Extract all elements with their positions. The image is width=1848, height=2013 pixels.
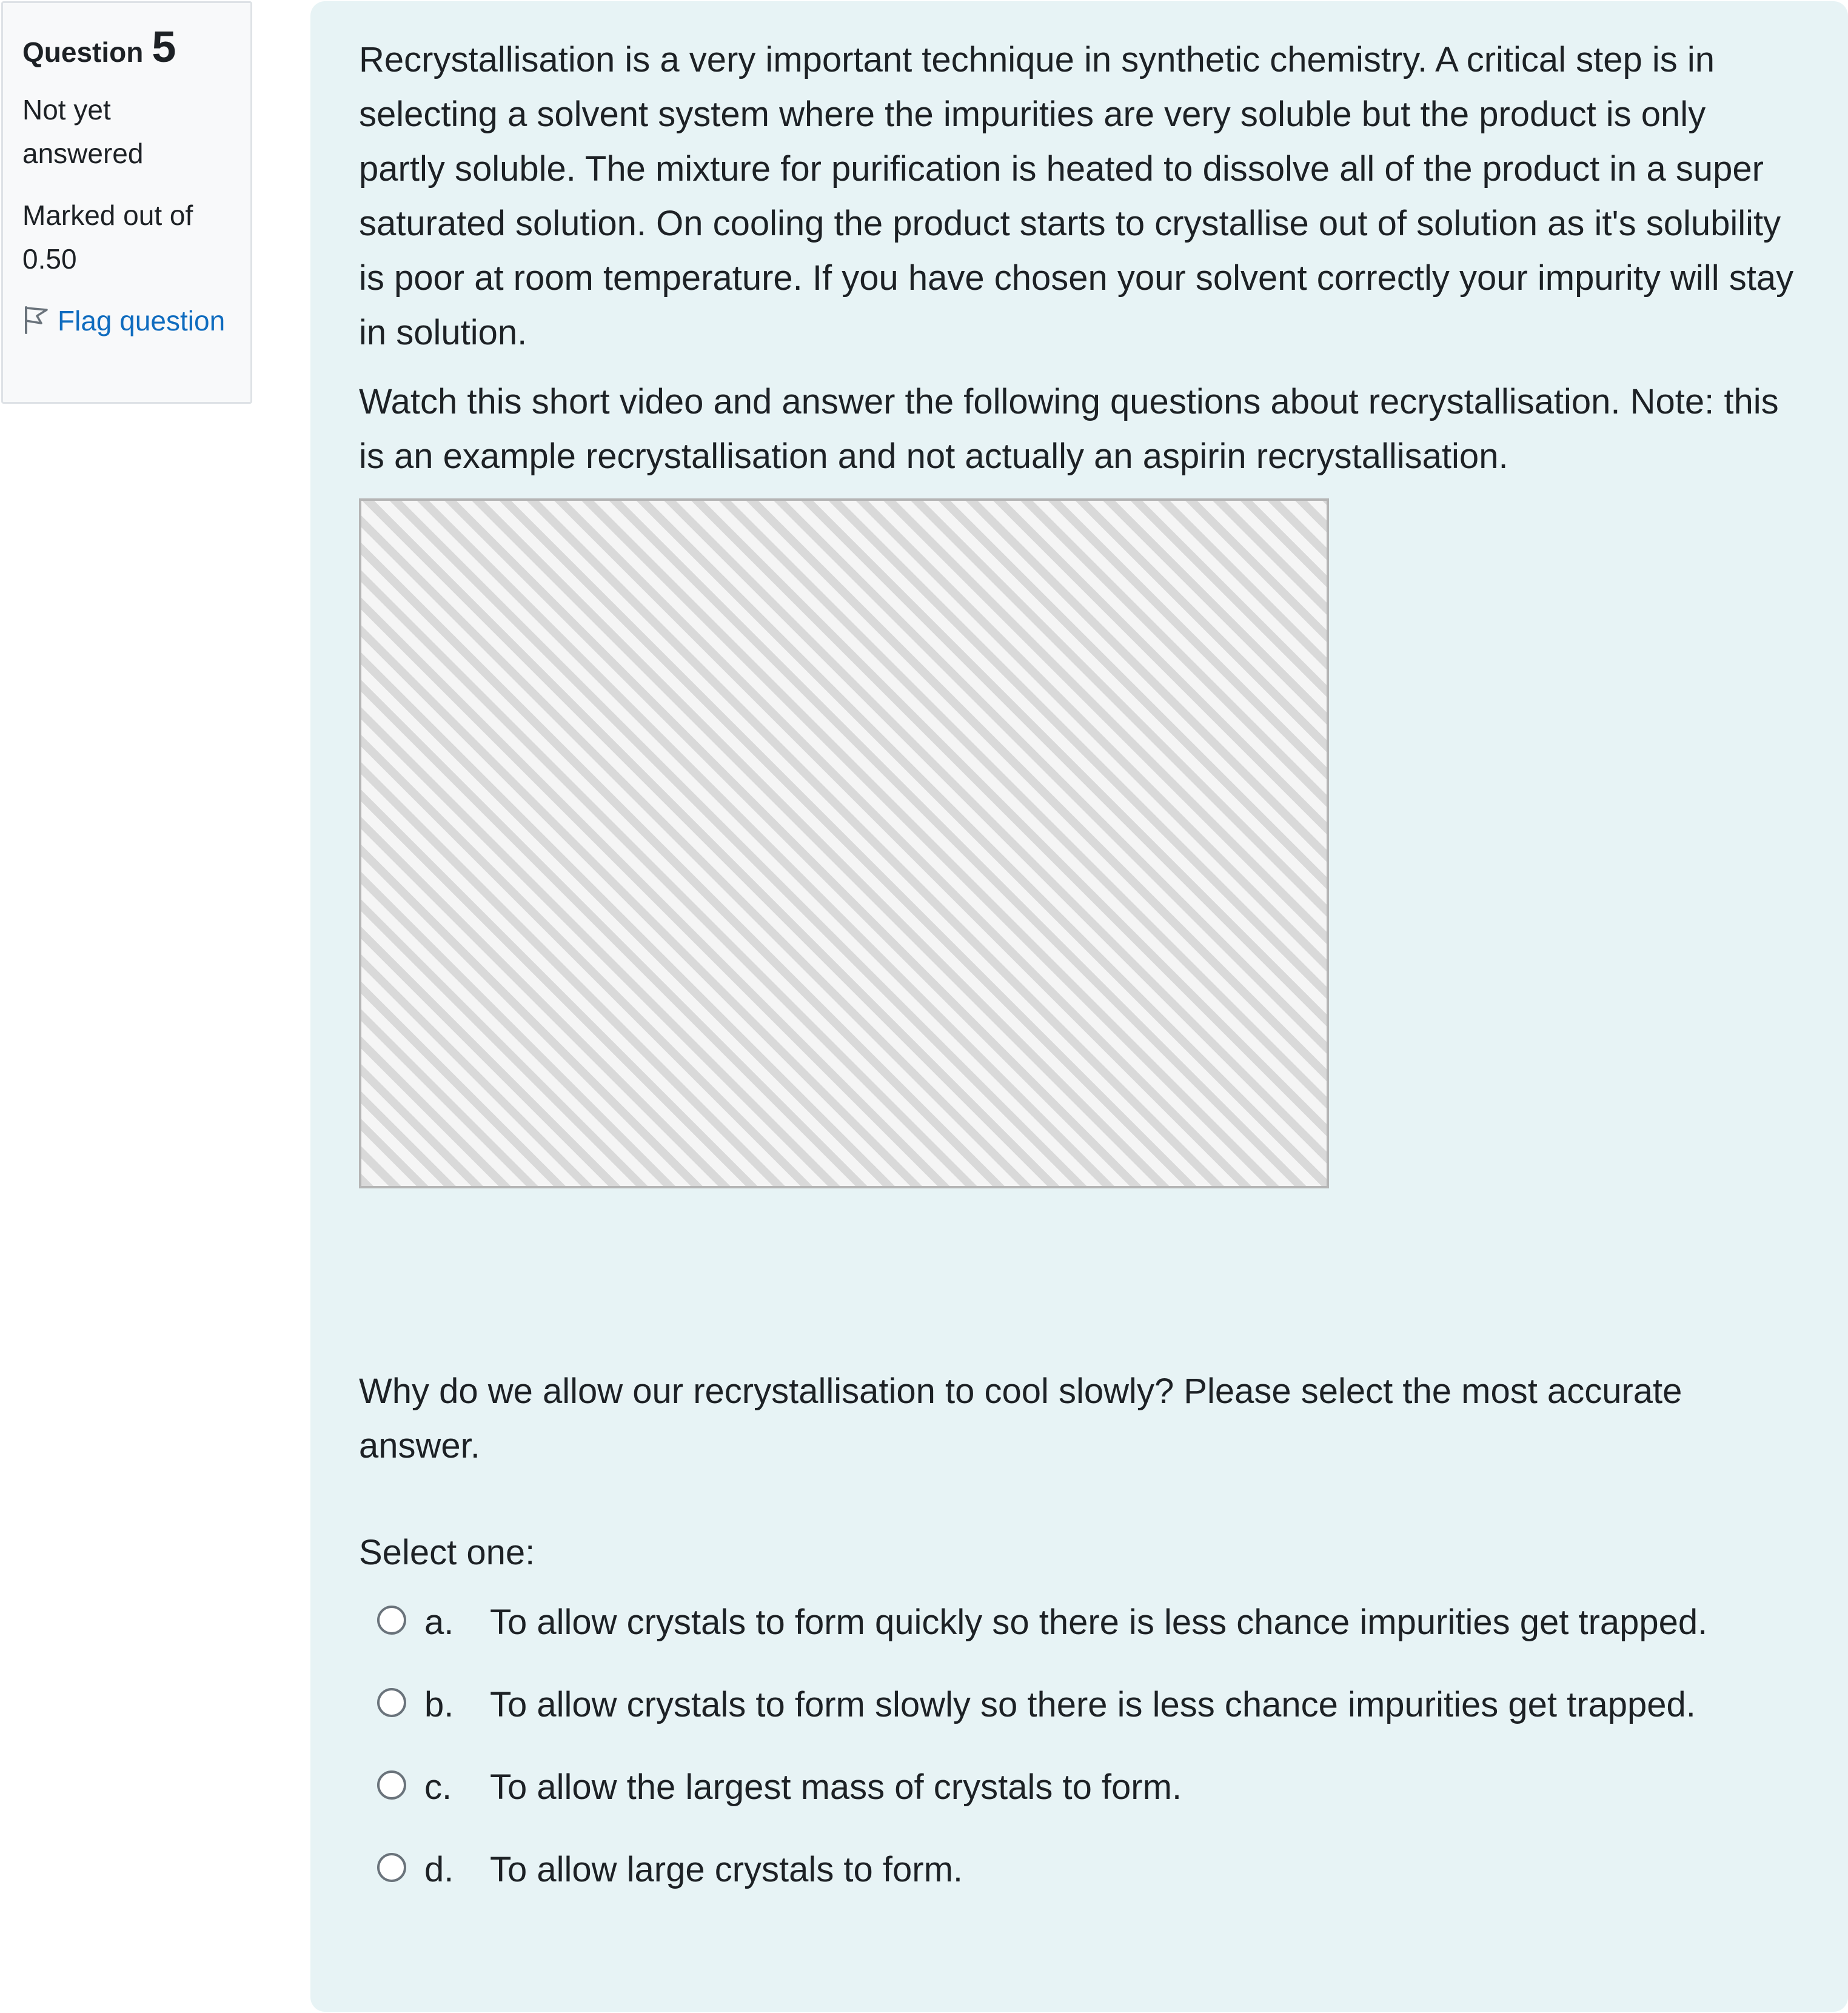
select-one-label: Select one: bbox=[359, 1533, 535, 1572]
intro-paragraph: Recrystallisation is a very important technique in synthetic chemistry. A critical step is in selecting a solvent system where the impurities are very soluble but the product is only partly soluble. The mixture for purification is heated to dissolve all of the product in a super saturated solution. On cooling the product starts to crystallise out of solution as it's solubility is poor at room temperature. If you have chosen your solvent correctly your impurity will stay in solution. bbox=[359, 40, 1794, 352]
video-placeholder[interactable] bbox=[359, 498, 1329, 1188]
question-grade: Marked out of 0.50 bbox=[22, 199, 193, 275]
answer-option-a[interactable] bbox=[377, 1595, 1799, 1650]
radio-button-d[interactable] bbox=[377, 1853, 406, 1882]
option-letter: a. bbox=[424, 1603, 454, 1642]
option-text[interactable]: To allow crystals to form slowly so there is less chance impurities get trapped. bbox=[490, 1685, 1696, 1724]
radio-button-b[interactable] bbox=[377, 1688, 406, 1717]
option-letter: b. bbox=[424, 1685, 454, 1724]
answer-option-d[interactable] bbox=[377, 1842, 1799, 1898]
option-letter: c. bbox=[424, 1767, 452, 1807]
answer-options bbox=[359, 1595, 1799, 1898]
answer-option-c[interactable] bbox=[377, 1760, 1799, 1815]
video-instructions: Watch this short video and answer the following questions about recrystallisation. Note: this is an example recrystallisation and not actually an aspirin recrystallisation. bbox=[359, 382, 1779, 476]
option-letter: d. bbox=[424, 1850, 454, 1889]
flag-question-link[interactable] bbox=[22, 299, 232, 343]
question-content-panel bbox=[310, 1, 1848, 2012]
option-text[interactable]: To allow crystals to form quickly so there is less chance impurities get trapped. bbox=[490, 1603, 1708, 1642]
question-state: Not yet answered bbox=[22, 94, 144, 169]
radio-button-c[interactable] bbox=[377, 1770, 406, 1800]
question-number-line bbox=[22, 22, 232, 72]
option-text[interactable]: To allow the largest mass of crystals to form. bbox=[490, 1767, 1182, 1807]
option-text[interactable]: To allow large crystals to form. bbox=[490, 1850, 963, 1889]
question-number: 5 bbox=[152, 23, 176, 72]
answer-option-b[interactable] bbox=[377, 1677, 1799, 1733]
flag-question-label[interactable]: Flag question bbox=[58, 305, 226, 337]
question-label: Question bbox=[22, 36, 144, 68]
flag-icon bbox=[22, 305, 49, 334]
question-info-panel bbox=[1, 1, 252, 404]
radio-button-a[interactable] bbox=[377, 1606, 406, 1635]
question-prompt: Why do we allow our recrystallisation to cool slowly? Please select the most accurate answer. bbox=[359, 1372, 1682, 1465]
